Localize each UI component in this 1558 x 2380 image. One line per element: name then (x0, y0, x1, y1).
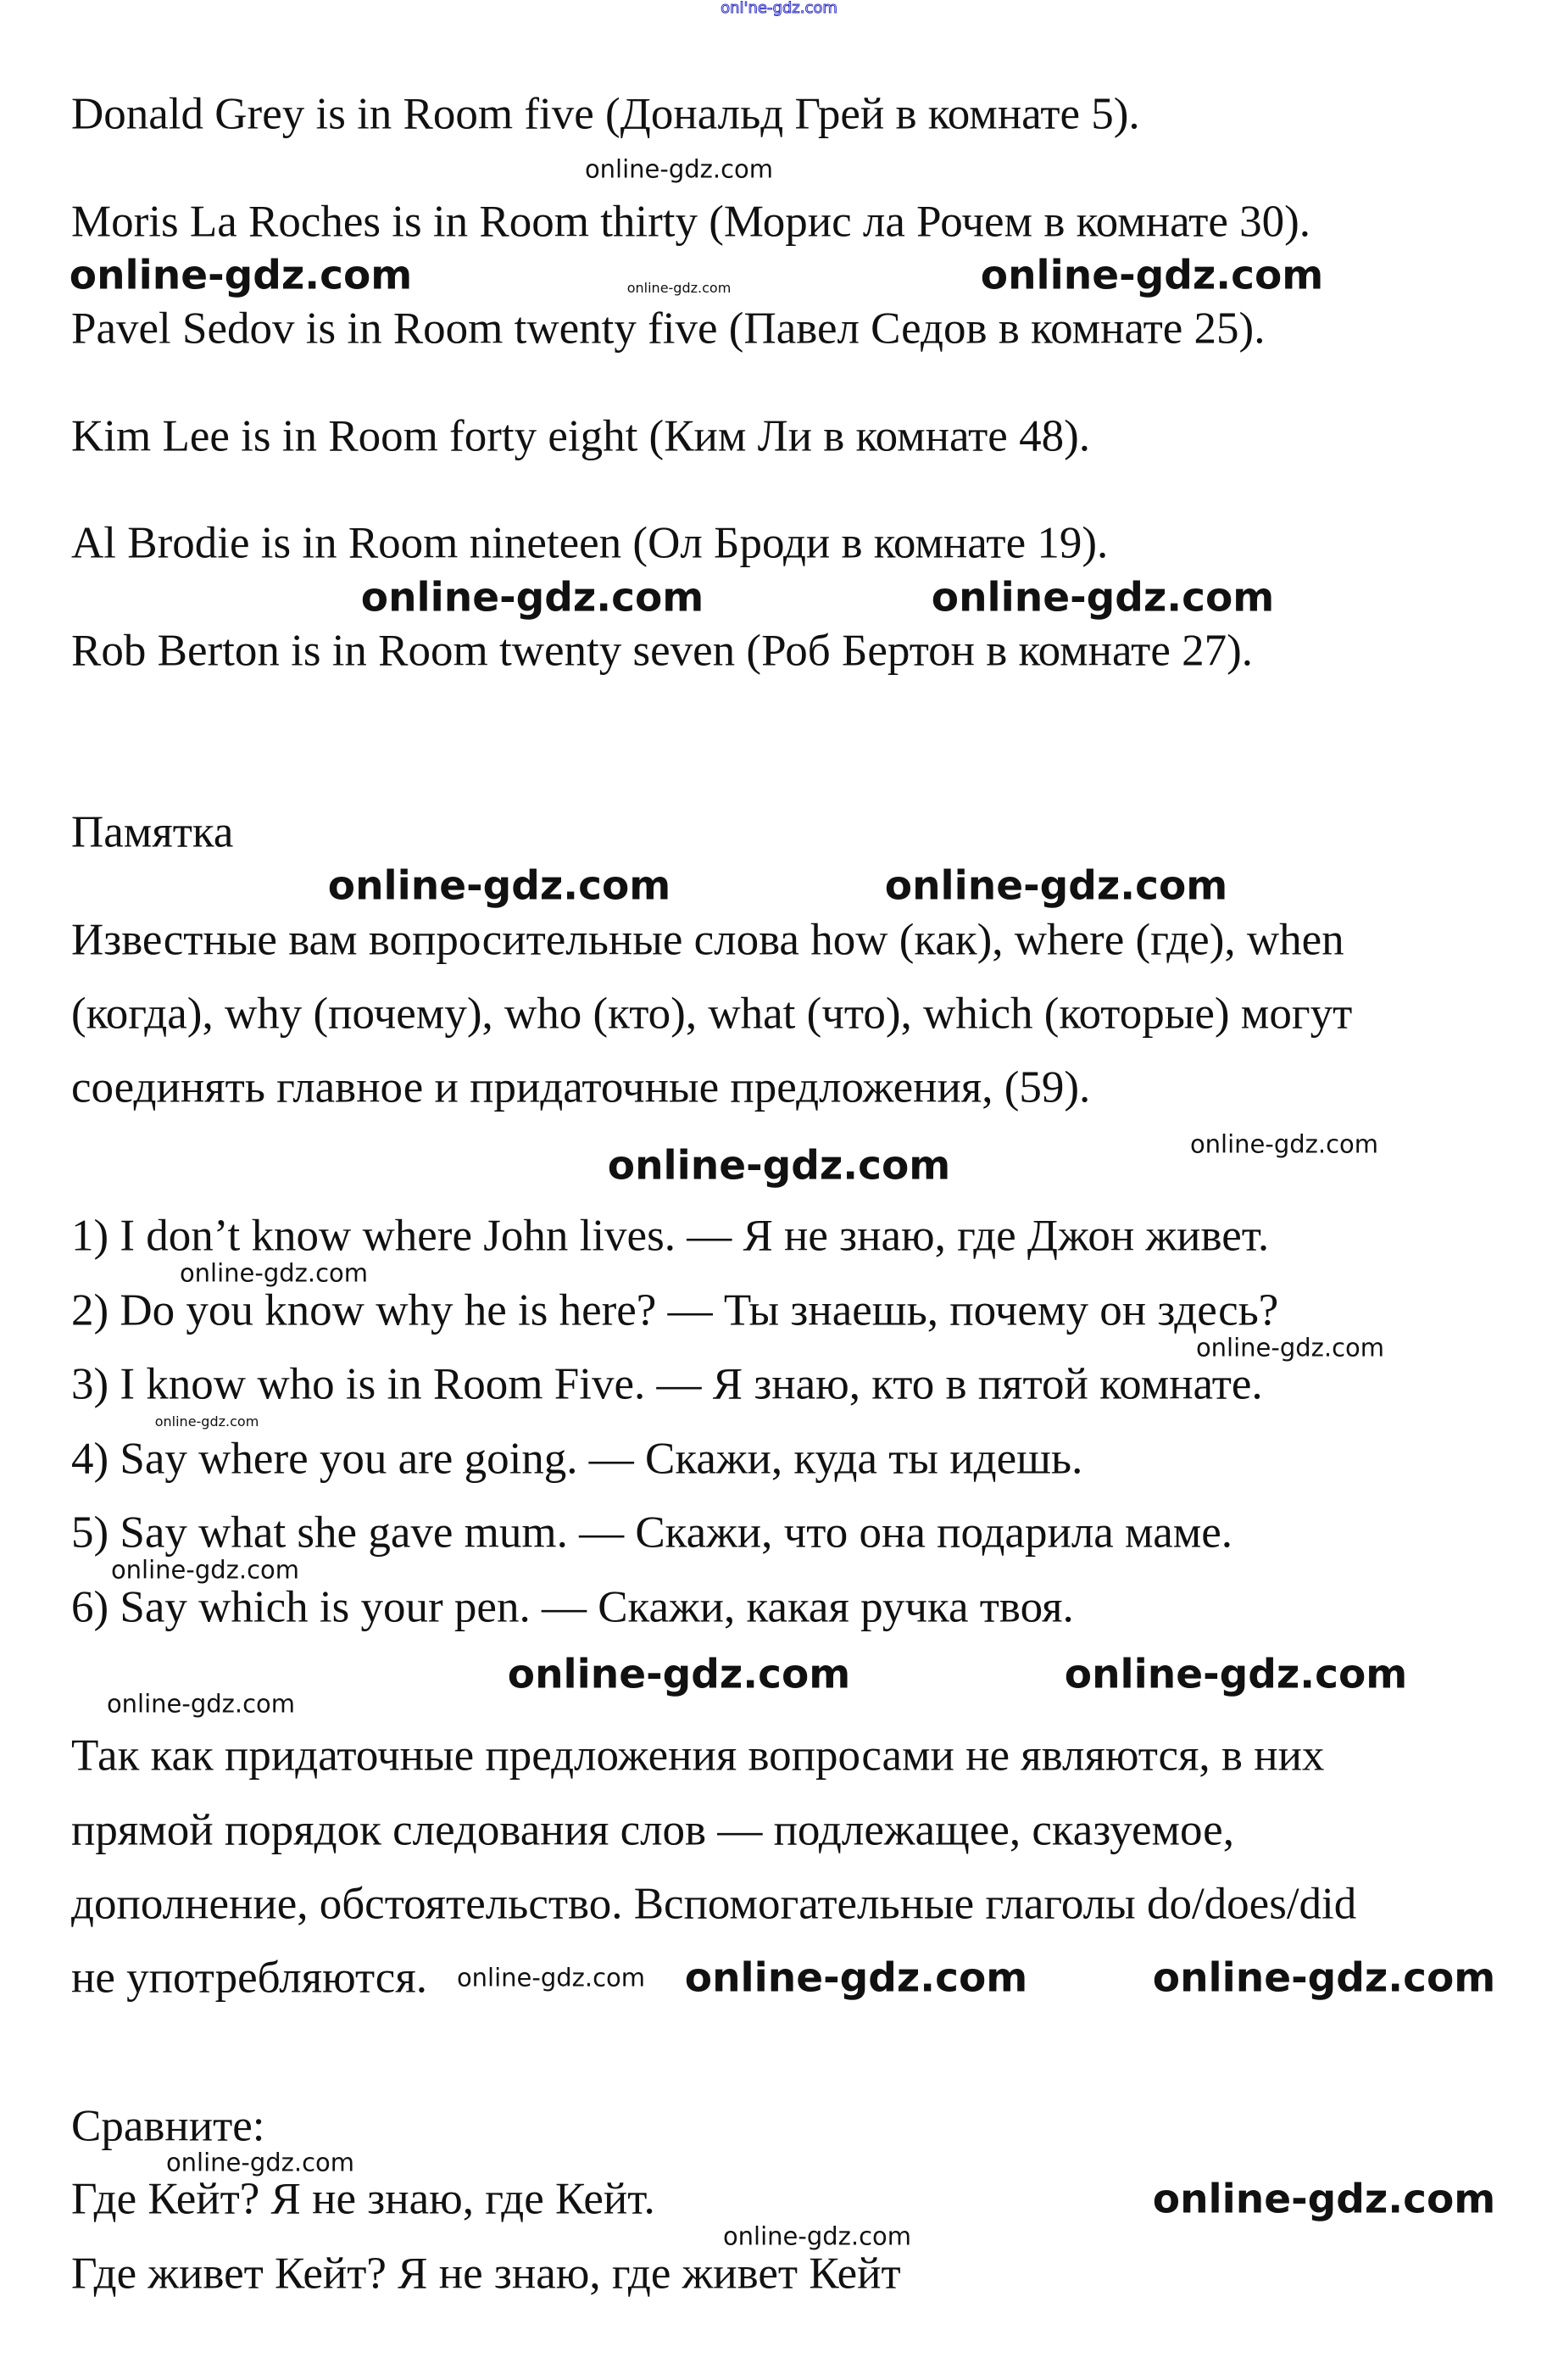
watermark: online-gdz.com (980, 252, 1324, 299)
watermark: online-gdz.com (1195, 1333, 1385, 1363)
watermark: online-gdz.com (722, 2221, 912, 2251)
watermark: online-gdz.com (456, 1963, 646, 1993)
watermark: online-gdz.com (884, 862, 1228, 910)
example-item: 1) I don’t know where John lives. — Я не знаю, где Джон живет. (71, 1211, 1270, 1261)
watermark: online-gdz.com (165, 2148, 355, 2177)
watermark: online-gdz.com (106, 1689, 296, 1719)
room-line: Al Brodie is in Room nineteen (Ол Броди в комнате 19). (71, 518, 1109, 568)
rule-line: Так как придаточные предложения вопросами не являются, в них (71, 1731, 1325, 1781)
watermark: online-gdz.com (684, 1954, 1028, 2002)
watermark: online-gdz.com (1189, 1129, 1379, 1159)
rule-line: не употребляются. (71, 1953, 427, 2003)
watermark: online-gdz.com (327, 862, 671, 910)
compare-title: Сравните: (71, 2101, 265, 2151)
compare-line: Где Кейт? Я не знаю, где Кейт. (71, 2174, 655, 2224)
watermark: online-gdz.com (1152, 1954, 1496, 2002)
compare-line: Где живет Кейт? Я не знаю, где живет Кейт (71, 2249, 901, 2299)
memo-line: (когда), why (почему), who (кто), what (что), which (которые) могут (71, 989, 1353, 1039)
memo-line: соединять главное и придаточные предложения, (59). (71, 1062, 1091, 1112)
watermark-top: onl'ne-gdz.com (721, 0, 837, 17)
memo-line: Известные вам вопросительные слова how (как), where (где), when (71, 915, 1344, 965)
watermark: online-gdz.com (1064, 1651, 1408, 1698)
watermark: online-gdz.com (110, 1555, 300, 1585)
watermark: online-gdz.com (154, 1413, 259, 1430)
rule-line: дополнение, обстоятельство. Вспомогательные глаголы do/does/did (71, 1879, 1357, 1929)
example-item: 3) I know who is in Room Five. — Я знаю, кто в пятой комнате. (71, 1359, 1263, 1409)
watermark: online-gdz.com (607, 1142, 951, 1190)
memo-title: Памятка (71, 807, 234, 857)
room-line: Moris La Roches is in Room thirty (Морис ла Рочем в комнате 30). (71, 197, 1311, 247)
example-item: 2) Do you know why he is here? — Ты знаешь, почему он здесь? (71, 1285, 1279, 1335)
room-line: Rob Berton is in Room twenty seven (Роб Бертон в комнате 27). (71, 626, 1253, 676)
example-item: 6) Say which is your pen. — Скажи, какая ручка твоя. (71, 1582, 1074, 1632)
room-line: Pavel Sedov is in Room twenty five (Павел Седов в комнате 25). (71, 304, 1266, 354)
room-line: Donald Grey is in Room five (Дональд Грей в комнате 5). (71, 89, 1140, 139)
watermark: online-gdz.com (507, 1651, 851, 1698)
room-line: Kim Lee is in Room forty eight (Ким Ли в комнате 48). (71, 411, 1090, 461)
watermark: online-gdz.com (360, 574, 704, 621)
watermark: online-gdz.com (179, 1258, 369, 1288)
example-item: 4) Say where you are going. — Скажи, куда ты идешь. (71, 1434, 1083, 1484)
example-item: 5) Say what she gave mum. — Скажи, что она подарила маме. (71, 1508, 1233, 1558)
watermark: online-gdz.com (584, 154, 774, 184)
watermark: online-gdz.com (69, 252, 413, 299)
rule-line: прямой порядок следования слов — подлежащее, сказуемое, (71, 1805, 1234, 1855)
watermark: online-gdz.com (626, 280, 732, 296)
watermark: online-gdz.com (931, 574, 1275, 621)
watermark: online-gdz.com (1152, 2176, 1496, 2223)
